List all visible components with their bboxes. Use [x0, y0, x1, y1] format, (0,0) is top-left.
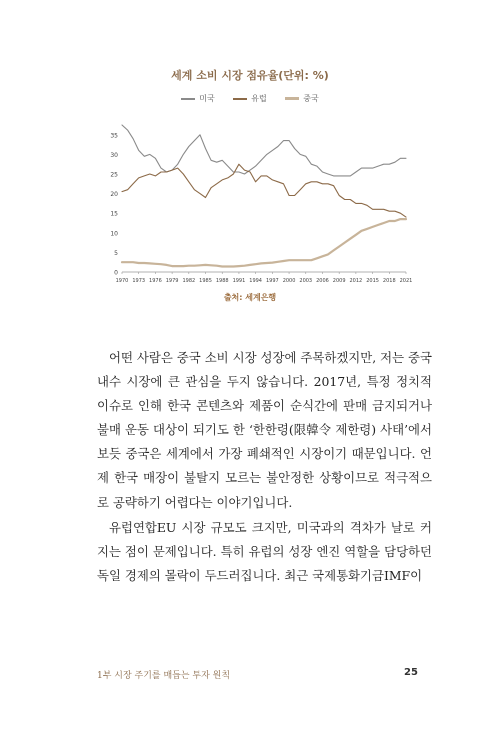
chart-source: 출처: 세계은행: [223, 293, 277, 302]
x-tick-label: 2003: [299, 278, 313, 284]
x-tick-label: 2012: [349, 278, 363, 284]
x-tick-label: 1979: [165, 278, 179, 284]
x-tick-label: 2015: [366, 278, 379, 284]
x-tick-label: 2018: [382, 278, 396, 284]
x-tick-label: 2006: [316, 278, 329, 284]
legend-label-eu: 유럽: [251, 94, 267, 103]
y-tick-label: 30: [110, 151, 118, 159]
x-tick-label: 1985: [199, 278, 212, 284]
x-tick-label: 1970: [115, 278, 129, 284]
series-line-2: [122, 164, 406, 217]
x-tick-label: 1997: [265, 278, 279, 284]
chart-title: 세계 소비 시장 점유율(단위: %): [171, 69, 329, 82]
y-tick-label: 20: [110, 191, 118, 199]
y-tick-label: 5: [114, 249, 118, 257]
x-tick-label: 1982: [182, 278, 196, 284]
x-tick-label: 1994: [249, 278, 263, 284]
series-line-1: [122, 125, 406, 176]
x-tick-label: 1988: [215, 278, 229, 284]
x-tick-label: 2021: [399, 278, 413, 284]
series-line-3: [122, 219, 406, 266]
x-tick-label: 1976: [149, 278, 162, 284]
legend-label-cn: 중국: [303, 94, 319, 103]
y-tick-label: 15: [110, 210, 118, 218]
paragraph-2: 유럽연합EU 시장 규모도 크지만, 미국과의 격차가 날로 커지는 점이 문제입니다. 특히 유럽의 성장 엔진 역할을 담당하던 독일 경제의 몰락이 두드러집니다. 최근 국제통화기금IMF이: [97, 519, 432, 583]
x-tick-label: 2009: [332, 278, 346, 284]
y-tick-label: 10: [110, 230, 118, 238]
y-tick-label: 25: [110, 171, 118, 179]
footer-part-title: 1부 시장 주기를 매듭는 투자 원칙: [97, 671, 231, 681]
body-text: [97, 346, 432, 588]
y-tick-label: 35: [110, 132, 118, 140]
legend-label-us: 미국: [199, 94, 215, 103]
line-chart: [0, 0, 500, 300]
page-number: 25: [404, 667, 418, 678]
paragraph-1: 어떤 사람은 중국 소비 시장 성장에 주목하겠지만, 저는 중국 내수 시장에 큰 관심을 두지 않습니다. 2017년, 특정 정치적 이슈로 인해 한국 콘텐츠와 제품이 순식간에 판매 금지되거나 불매 운동 대상이 되기도 한 ‘한한령(限韓令 제한령) 사태’에서 보듯 중국은 세계에서 가장 폐쇄적인 시장이기 때문입니다. 언제 한국 매장이 불탈지 모르는 불안정한 상황이므로 적극적으로 공략하기 어렵다는 이야기입니다.: [97, 350, 432, 510]
x-tick-label: 1973: [132, 278, 146, 284]
x-tick-label: 2000: [282, 278, 296, 284]
y-tick-label: 0: [114, 269, 118, 277]
x-tick-label: 1991: [232, 278, 246, 284]
